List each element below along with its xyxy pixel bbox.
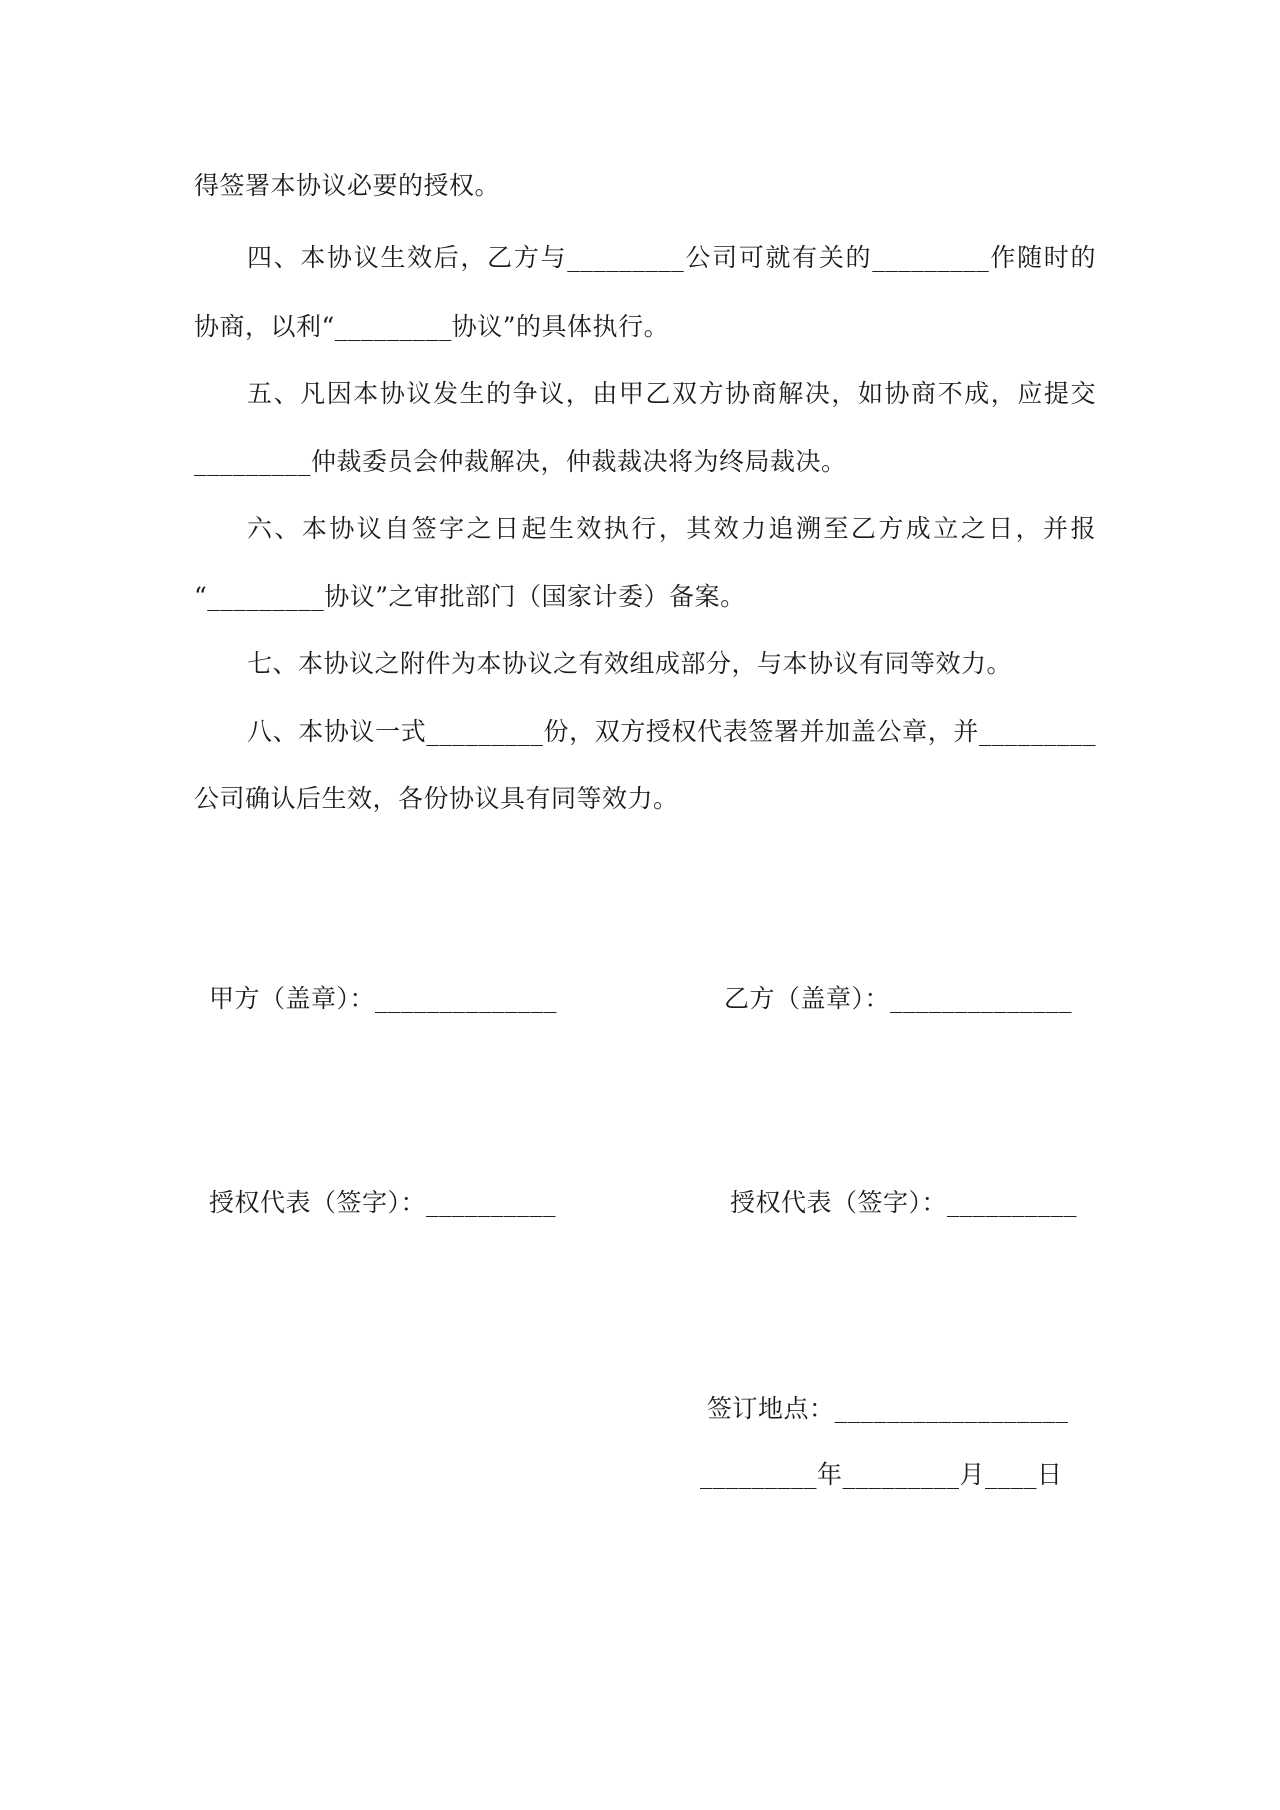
paragraph-6-line-2: “_________协议”之审批部门（国家计委）备案。 <box>194 582 746 611</box>
paragraph-6-line-1: 六、本协议自签字之日起生效执行，其效力追溯至乙方成立之日，并报 <box>247 514 1096 543</box>
party-a-seal: 甲方（盖章）：______________ <box>209 984 558 1013</box>
party-a-representative: 授权代表（签字）：__________ <box>209 1188 557 1217</box>
party-b-representative: 授权代表（签字）：__________ <box>730 1188 1078 1217</box>
party-b-seal: 乙方（盖章）：______________ <box>724 984 1073 1013</box>
paragraph-5-line-2: _________仲裁委员会仲裁解决，仲裁裁决将为终局裁决。 <box>194 447 847 476</box>
paragraph-8-line-1: 八、本协议一式_________份，双方授权代表签署并加盖公章，并_________ <box>247 717 1096 746</box>
paragraph-5-line-1: 五、凡因本协议发生的争议，由甲乙双方协商解决，如协商不成，应提交 <box>247 379 1096 408</box>
paragraph-7-line-1: 七、本协议之附件为本协议之有效组成部分，与本协议有同等效力。 <box>247 649 1013 678</box>
paragraph-3-tail: 得签署本协议必要的授权。 <box>194 171 501 200</box>
paragraph-4-line-1: 四、本协议生效后，乙方与_________公司可就有关的_________作随时的 <box>247 243 1096 272</box>
paragraph-8-line-2: 公司确认后生效，各份协议具有同等效力。 <box>194 784 679 813</box>
signing-place: 签订地点：__________________ <box>707 1394 1069 1423</box>
paragraph-4-line-2: 协商，以利“_________协议”的具体执行。 <box>194 312 670 341</box>
signing-date: _________年_________月____日 <box>700 1460 1063 1489</box>
